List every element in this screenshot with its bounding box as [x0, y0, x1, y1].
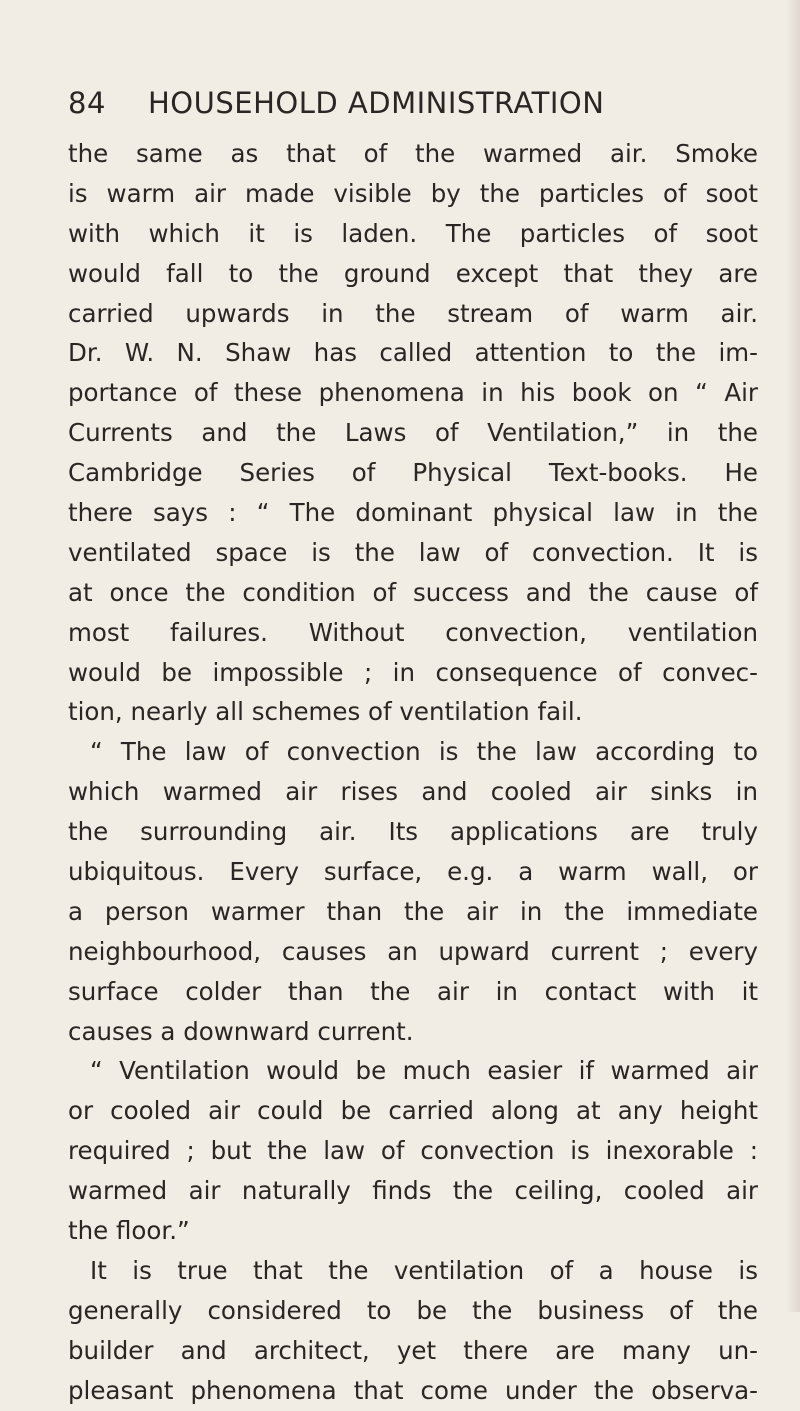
- text-line: causes a downward current.: [68, 1016, 414, 1046]
- text-line: builder and architect, yet there are many un-: [68, 1335, 758, 1365]
- text-line: warmed air naturally finds the ceiling, cooled air: [68, 1176, 758, 1206]
- text-line: is warm air made visible by the particles of soot: [68, 178, 758, 208]
- text-line: Cambridge Series of Physical Text-books. He: [68, 458, 758, 488]
- text-line: “ Ventilation would be much easier if warmed air: [90, 1056, 758, 1086]
- text-line: the same as that of the warmed air. Smoke: [68, 139, 758, 168]
- running-title: HOUSEHOLD ADMINISTRATION: [148, 86, 605, 120]
- text-line: Dr. W. N. Shaw has called attention to the im-: [68, 338, 758, 368]
- text-line: portance of these phenomena in his book on “ Air: [68, 378, 758, 408]
- text-line: carried upwards in the stream of warm air.: [68, 298, 758, 328]
- text-line: required ; but the law of convection is inexorable :: [68, 1136, 758, 1166]
- text-line: most failures. Without convection, ventilation: [68, 617, 758, 647]
- text-line: the floor.”: [68, 1216, 190, 1246]
- text-line: generally considered to be the business of the: [68, 1295, 758, 1325]
- text-line: which warmed air rises and cooled air sinks in: [68, 777, 758, 807]
- text-line: ventilated space is the law of convection. It is: [68, 537, 758, 567]
- text-line: there says : “ The dominant physical law in the: [68, 498, 758, 528]
- text-line: neighbourhood, causes an upward current ; every: [68, 936, 758, 966]
- text-line: ubiquitous. Every surface, e.g. a warm wall, or: [68, 857, 758, 887]
- running-head: [68, 86, 742, 120]
- text-line: tion, nearly all schemes of ventilation fail.: [68, 697, 583, 727]
- text-line: at once the condition of success and the cause of: [68, 577, 758, 607]
- text-line: with which it is laden. The particles of soot: [68, 218, 758, 248]
- text-line: It is true that the ventilation of a house is: [90, 1255, 758, 1285]
- text-line: pleasant phenomena that come under the observa-: [68, 1375, 758, 1405]
- text-line: the surrounding air. Its applications are truly: [68, 817, 758, 847]
- text-line: surface colder than the air in contact with it: [68, 976, 758, 1006]
- text-line: or cooled air could be carried along at any height: [68, 1096, 758, 1126]
- text-line: would be impossible ; in consequence of convec-: [68, 657, 758, 687]
- body-text: [68, 134, 758, 1411]
- text-line: would fall to the ground except that they are: [68, 258, 758, 288]
- text-line: a person warmer than the air in the immediate: [68, 896, 758, 926]
- text-line: Currents and the Laws of Ventilation,” in the: [68, 418, 758, 448]
- page-number: 84: [68, 86, 106, 120]
- text-line: “ The law of convection is the law according to: [90, 737, 758, 767]
- page-edge-shadow: [786, 0, 800, 1312]
